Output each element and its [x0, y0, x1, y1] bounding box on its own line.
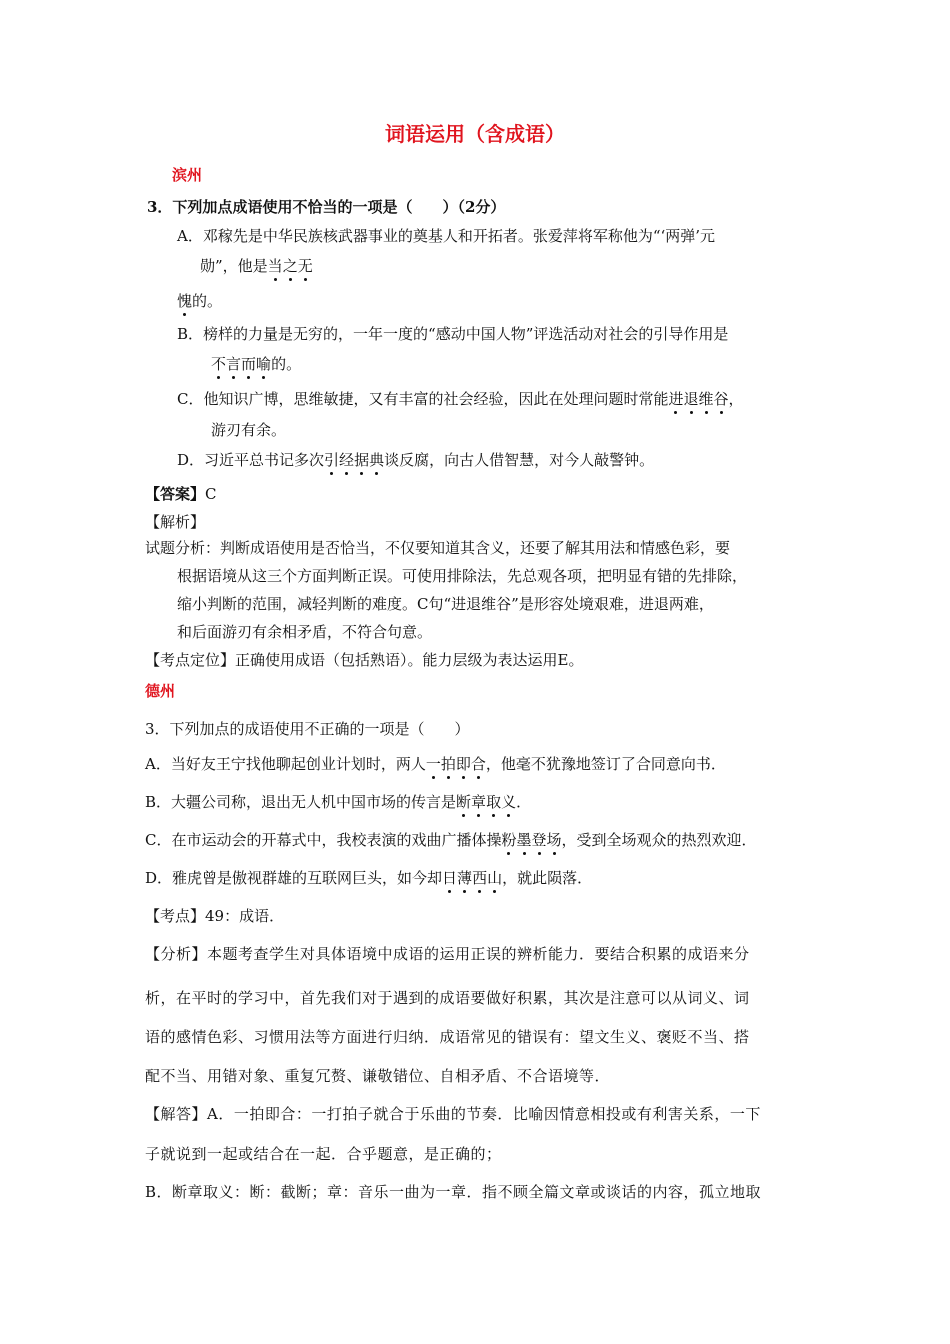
answer-label: 【答案】: [145, 485, 206, 503]
dotted-char: 一: [425, 755, 441, 773]
dotted-char: 喻: [256, 355, 272, 373]
dotted-char: 即: [455, 755, 471, 773]
option-a-line3: [177, 291, 222, 311]
dotted-char: 断: [456, 793, 472, 811]
dotted-char: 取: [486, 793, 502, 811]
dotted-char: 当: [267, 257, 283, 275]
dotted-char: 谷: [713, 390, 729, 408]
dotted-char: 言: [226, 355, 242, 373]
dotted-char: 维: [698, 390, 714, 408]
option-c-text: C．在市运动会的开幕式中，我校表演的戏曲广播体操: [145, 831, 502, 849]
option-a-tail: 的。: [192, 292, 223, 310]
option-a-text: 勋”，他是: [200, 257, 268, 275]
analysis-line: 根据语境从这三个方面判断正误。可使用排除法，先总观各项，把明显有错的先排除，: [177, 567, 748, 585]
analysis-line: 试题分析：判断成语使用是否恰当，不仅要知道其含义，还要了解其用法和情感色彩，要: [145, 539, 731, 557]
dotted-char: 拍: [440, 755, 456, 773]
option-c-tail: ，受到全场观众的热烈欢迎．: [561, 831, 757, 849]
option-d-tail: 谈反腐，向古人借智慧，对今人敲警钟。: [384, 451, 655, 469]
option-c: [145, 830, 757, 850]
option-d-text: D．雅虎曾是傲视群雄的互联网巨头，如今却: [145, 869, 443, 887]
option-c-tail: ，: [728, 390, 744, 408]
dotted-char: 西: [472, 869, 488, 887]
dotted-char: 无: [297, 257, 313, 275]
dotted-char: 据: [354, 451, 370, 469]
option-b-tail: 的。: [271, 355, 302, 373]
page-title: 词语运用（含成语）: [385, 122, 565, 146]
option-c-line2: 游刃有余。: [211, 421, 287, 439]
option-d: [145, 868, 592, 888]
region-heading-dezhou: 德州: [145, 682, 176, 700]
option-b-text: B．大疆公司称，退出无人机中国市场的传言是: [145, 793, 457, 811]
option-d-tail: ，就此陨落．: [502, 869, 593, 887]
dotted-char: 日: [442, 869, 458, 887]
dotted-char: 场: [546, 831, 562, 849]
jieda-line: B．断章取义：断：截断；章：音乐一曲为一章．指不顾全篇文章或谈话的内容，孤立地取: [145, 1183, 762, 1201]
kaodian-binzhou: 【考点定位】正确使用成语（包括熟语）。能力层级为表达运用E。: [145, 651, 584, 669]
kaodian-dezhou: 【考点】49：成语．: [145, 907, 285, 925]
option-a-tail: ，他毫不犹豫地签订了合同意向书．: [485, 755, 726, 773]
analysis-line: 和后面游刃有余相矛盾，不符合句意。: [177, 623, 433, 641]
dotted-char: 粉: [501, 831, 517, 849]
option-a-text: A．当好友王宁找他聊起创业计划时，两人: [145, 755, 426, 773]
dotted-char: 墨: [516, 831, 532, 849]
option-a-line1: A．邓稼先是中华民族核武器事业的奠基人和开拓者。张爱萍将军称他为“‘两弹’元: [177, 227, 716, 245]
dotted-char: 退: [683, 390, 699, 408]
dotted-char: 愧: [177, 292, 193, 310]
option-a-line2: [200, 256, 313, 276]
fenxi-line: 【分析】本题考查学生对具体语境中成语的运用正误的辨析能力．要结合积累的成语来分: [145, 945, 750, 963]
answer-value: C: [205, 485, 217, 503]
jieda-line: 子就说到一起或结合在一起．合乎题意，是正确的；: [145, 1145, 502, 1163]
question-binzhou: 3．下列加点成语使用不恰当的一项是（ ）（2分）: [147, 198, 506, 216]
fenxi-line: 析，在平时的学习中，首先我们对于遇到的成语要做好积累，其次是注意可以从词义、词: [145, 989, 750, 1007]
question-dezhou: 3．下列加点的成语使用不正确的一项是（ ）: [145, 720, 470, 738]
option-d-text: D．习近平总书记多次: [177, 451, 325, 469]
option-b-tail: ．: [516, 793, 532, 811]
dotted-char: 不: [211, 355, 227, 373]
option-c-text: C．他知识广博，思维敏捷，又有丰富的社会经验，因此在处理问题时常能: [177, 390, 669, 408]
dotted-char: 经: [339, 451, 355, 469]
region-heading-binzhou: 滨州: [172, 166, 203, 184]
dotted-char: 而: [241, 355, 257, 373]
option-b-line2: [211, 354, 301, 374]
dotted-char: 义: [501, 793, 517, 811]
analysis-label: 【解析】: [145, 513, 206, 531]
dotted-char: 章: [471, 793, 487, 811]
fenxi-line: 配不当、用错对象、重复冗赘、谦敬错位、自相矛盾、不合语境等．: [145, 1067, 611, 1085]
analysis-line: 缩小判断的范围，减轻判断的难度。C句“进退维谷”是形容处境艰难，进退两难，: [177, 595, 714, 613]
option-a: [145, 754, 726, 774]
dotted-char: 典: [369, 451, 385, 469]
dotted-char: 之: [282, 257, 298, 275]
answer-line: [145, 484, 217, 504]
fenxi-line: 语的感情色彩、习惯用法等方面进行归纳．成语常见的错误有：望文生义、褒贬不当、搭: [145, 1028, 750, 1046]
dotted-char: 进: [668, 390, 684, 408]
dotted-char: 薄: [457, 869, 473, 887]
option-c-line1: [177, 389, 744, 409]
option-b-line1: B．榜样的力量是无穷的，一年一度的“感动中国人物”评选活动对社会的引导作用是: [177, 325, 729, 343]
dotted-char: 登: [531, 831, 547, 849]
jieda-line: 【解答】A．一拍即合：一打拍子就合于乐曲的节奏．比喻因情意相投或有利害关系，一下: [145, 1105, 761, 1123]
option-d: [177, 450, 654, 470]
option-b: [145, 792, 531, 812]
dotted-char: 引: [324, 451, 340, 469]
dotted-char: 合: [470, 755, 486, 773]
dotted-char: 山: [487, 869, 503, 887]
